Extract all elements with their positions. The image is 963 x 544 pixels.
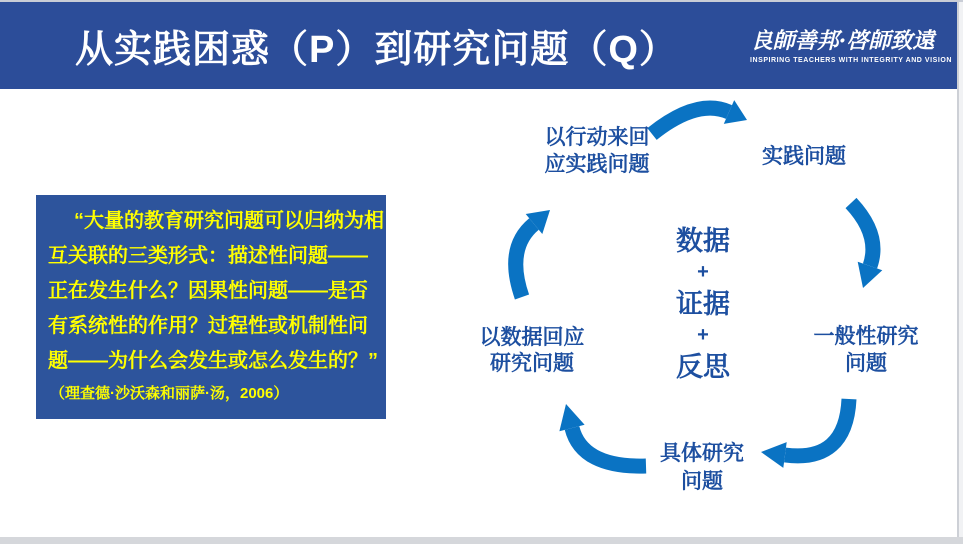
page-title: 从实践困惑（P）到研究问题（Q） bbox=[75, 29, 678, 71]
brand-logo bbox=[750, 28, 952, 64]
plus-icon: + bbox=[697, 261, 709, 283]
cycle-node-general-question bbox=[790, 323, 942, 377]
cycle-node-practice-problem bbox=[734, 143, 874, 170]
cycle-node-data-response bbox=[462, 325, 602, 377]
cycle-node-label-line: 应实践问题 bbox=[544, 153, 650, 176]
cycle-node-label-line: 研究问题 bbox=[490, 352, 574, 375]
cycle-node-label-line: 问题 bbox=[845, 352, 887, 375]
cycle-node-label-line: 一般性研究 bbox=[813, 325, 919, 348]
window-right-edge bbox=[957, 2, 963, 537]
cycle-node-label-line: 以数据回应 bbox=[479, 326, 585, 349]
arrow-data-to-action-icon bbox=[516, 210, 550, 297]
brand-logo-tagline: INSPIRING TEACHERS WITH INTEGRITY AND VISION bbox=[750, 57, 952, 64]
quote-line: 互关联的三类形式：描述性问题—— bbox=[48, 245, 368, 267]
cycle-center-line: 数据 bbox=[676, 226, 730, 256]
plus-icon: + bbox=[697, 324, 709, 346]
slide-header bbox=[0, 2, 957, 89]
cycle-center-line: 反思 bbox=[676, 352, 730, 382]
arrow-general-to-specific-icon bbox=[761, 399, 849, 468]
quote-box bbox=[36, 195, 386, 419]
quote-line: “大量的教育研究问题可以归纳为相 bbox=[74, 210, 384, 232]
cycle-center-line: 证据 bbox=[676, 289, 730, 319]
quote-line: 有系统性的作用？过程性或机制性问 bbox=[48, 315, 368, 337]
quote-line: 题——为什么会发生或怎么发生的？” bbox=[48, 350, 378, 372]
brand-logo-calligraphy: 良師善邦·啓師致遠 bbox=[750, 28, 935, 54]
window-top-edge bbox=[0, 0, 963, 2]
window-bottom-edge bbox=[0, 537, 963, 544]
quote-line: 正在发生什么？因果性问题——是否 bbox=[48, 280, 368, 302]
cycle-node-label-line: 以行动来回 bbox=[544, 126, 650, 149]
arrow-practice-to-general-icon bbox=[851, 203, 882, 288]
quote-citation: （理查德·沙沃森和丽萨·汤，2006） bbox=[50, 385, 289, 402]
cycle-node-label-line: 实践问题 bbox=[762, 145, 846, 168]
cycle-node-label-line: 具体研究 bbox=[660, 442, 744, 465]
cycle-center-text bbox=[643, 224, 763, 384]
cycle-node-specific-question bbox=[632, 440, 772, 496]
cycle-node-label-line: 问题 bbox=[681, 470, 723, 493]
cycle-node-action-response bbox=[512, 124, 682, 178]
